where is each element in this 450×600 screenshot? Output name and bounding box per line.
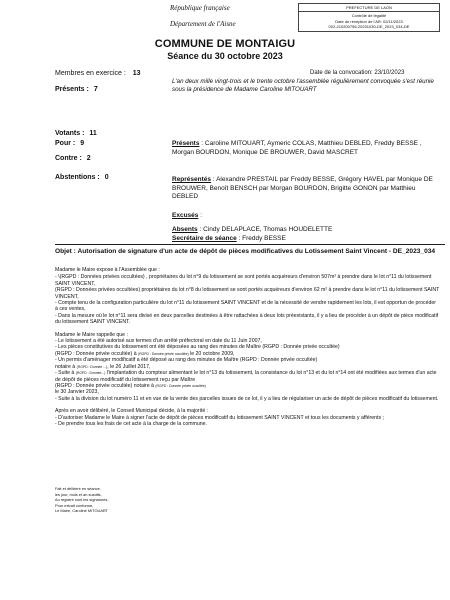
session-date: Séance du 30 octobre 2023 <box>167 51 283 61</box>
absents-section <box>172 226 437 235</box>
prefecture-name: PREFECTURE DE LAON <box>299 4 439 12</box>
members-row <box>55 69 141 78</box>
body-paragraph: - Dans la mesure où le lot n°11 sera divisé en deux parcelles destinées à être rattachées à deux lots préexistants, il y a lieu de procéder à un dépôt de pièce modificatif du lotissement SAINT VINCENT. <box>55 312 439 326</box>
signature-block: Fait et délibéré en séance, les jour, mois et an susdits, Au registre sont les signatures, Pour extrait conforme, Le Maire, Caroline MITOUART <box>55 486 109 514</box>
votants-value: 11 <box>89 130 97 137</box>
body-paragraph: notaire à (RGPD : Donnée ...), le 26 Juillet 2017, <box>55 363 151 370</box>
secretary-line <box>172 235 437 244</box>
body-paragraph: - Le lotissement a été autorisé aux termes d'un arrêté préfectoral en date du 11 Juin 2007, <box>55 338 262 345</box>
decision-item: - D'autoriser Madame le Maire à signer l'acte de dépôt de pièces modificatif du lotissement SAINT VINCENT et tous les documents y afférents ; <box>55 414 384 421</box>
votants-row <box>55 129 97 138</box>
contre-row <box>55 154 91 163</box>
presents-section <box>172 140 437 157</box>
body-paragraph: - Compte tenu de la configuration particulière du lot n°11 du lotissement SAINT VINCENT et de la nécessité de vendre rapidement les lots, il est opportun de procéder à ces ventes, <box>55 300 436 313</box>
pour-label: Pour : <box>55 140 76 147</box>
pour-value: 9 <box>80 140 85 147</box>
body-paragraph: (RGPD : Donnée privée occultée) notaire à (RGPD : Donnée privée occultée) <box>55 382 206 389</box>
section-divider <box>55 244 445 245</box>
excuses-list: : <box>198 212 203 219</box>
votants-label: Votants : <box>55 130 85 137</box>
contre-label: Contre : <box>55 155 82 162</box>
body-paragraph: - \(RGPD : Données privées occultées) , propriétaires du lot n°9 du lotissement se sont portés acquéreurs d'environ 507m² à prendre dans le lot n°11 du lotissement SAINT VINCENT, <box>55 274 432 287</box>
presents-label: Présents <box>172 140 200 147</box>
body-paragraph: - Les pièces constitutives du lotissement ont été déposées au rang des minutes de Maître (RGPD : Donnée privée occultée) <box>55 344 340 351</box>
absents-label: Absents <box>172 226 198 233</box>
members-label: Membres en exercice : <box>55 70 126 77</box>
deliberation-body <box>55 267 440 427</box>
absents-list: : Cindy DELAPLACE, Thomas HOUDELETTE <box>197 226 333 233</box>
pour-row <box>55 139 84 148</box>
excuses-section <box>172 212 437 221</box>
page-title: COMMUNE DE MONTAIGU <box>154 38 296 50</box>
session-intro: L'an deux mille vingt-trois et le trente octobre l'assemblée régulièrement convoquée s'est réunie sous la présidence de Madame Caroline MITOUART <box>172 78 434 93</box>
representes-list: : Alexandre PRESTAIL par Freddy BESSE, Grégory HAVEL par Monique DE BROUWER, Benoît BENSCH par Morgan BOURDON, Brigitte GONON par Matthieu DEBLED <box>172 176 433 201</box>
rappel-intro: Madame le Maire rappelle que : <box>55 331 128 338</box>
present-value: 7 <box>93 86 98 93</box>
abstentions-value: 0 <box>104 174 109 181</box>
body-paragraph: - Un permis d'aménager modificatif a été déposé au rang des minutes de Maître (RGPD : Donnée privée occultée) <box>55 357 318 364</box>
secretary-label: Secrétaire de séance <box>172 235 237 242</box>
representes-section <box>172 176 437 202</box>
body-paragraph: - Suite à la division du lot numéro 11 et en vue de la vente des parcelles issues de ce lot, il y a lieu de régulariser un acte de dépôt de pièces modificatif du lotissement. <box>55 395 439 402</box>
contre-value: 2 <box>86 155 91 162</box>
header-left <box>170 4 290 36</box>
presents-list: : Caroline MITOUART, Aymeric COLAS, Matthieu DEBLED, Freddy BESSE , Morgan BOURDON, Monique DE BROUWER, David MASCRET <box>172 140 422 156</box>
deliberation-subject: Objet : Autorisation de signature d'un acte de dépôt de pièces modificatives du Lotissement Saint Vincent - DE_2023_034 <box>55 248 436 255</box>
convocation-date: Date de la convocation: 23/10/2023 <box>310 70 405 76</box>
body-paragraph: (RGPD : Donnée privée occultée) à (RGPD : Donnée privée occultée) le 20 octobre 2009, <box>55 350 235 357</box>
body-paragraph: (RGPD : Données privées occultées) propriétaires du lot n°8 du lotissement se sont portés acquéreurs d'environ 62 m² à prendre dans le lot n°11 du lotissement SAINT VINCENT, <box>55 287 440 300</box>
prefecture-stamp <box>298 3 440 32</box>
present-label: Présents : <box>55 86 89 93</box>
abstentions-label: Abstentions : <box>55 174 100 181</box>
legality-control: Contrôle de légalité <box>351 13 387 19</box>
reception-date: Date de réception de l'AR: 02/11/2023 <box>335 18 403 24</box>
expose-intro: Madame le Maire expose à l'Assemblée que : <box>55 267 160 273</box>
decision-intro: Après en avoir délibéré, le Conseil Municipal décide, à la majorité : <box>55 408 209 415</box>
excuses-label: Excusés <box>172 212 199 219</box>
abstentions-row <box>55 173 109 182</box>
secretary-name: : Freddy BESSE <box>236 235 286 242</box>
present-row <box>55 85 98 94</box>
members-value: 13 <box>132 70 141 77</box>
department-label: Département de l'Aisne <box>170 20 236 28</box>
act-identifier: 002-210200756-20231030-DE_2023_034-DE <box>328 23 410 29</box>
republic-label: République française <box>170 4 230 12</box>
decision-item: - De prendre tous les frais de cet acte à la charge de la commune. <box>55 420 207 427</box>
representes-label: Représentés <box>172 176 212 183</box>
body-paragraph: - Suite à (RGPD : Donnée...) l'implantation du compteur alimentant le lot n°13 du lotissement, la consistance du lot n°13 et du lot n°14 ont été modifiées aux termes d'un acte de dépôt de pièces modificatif du lotissement reçu par Maître <box>55 370 437 383</box>
body-paragraph: le 30 Janvier 2023, <box>55 389 99 396</box>
